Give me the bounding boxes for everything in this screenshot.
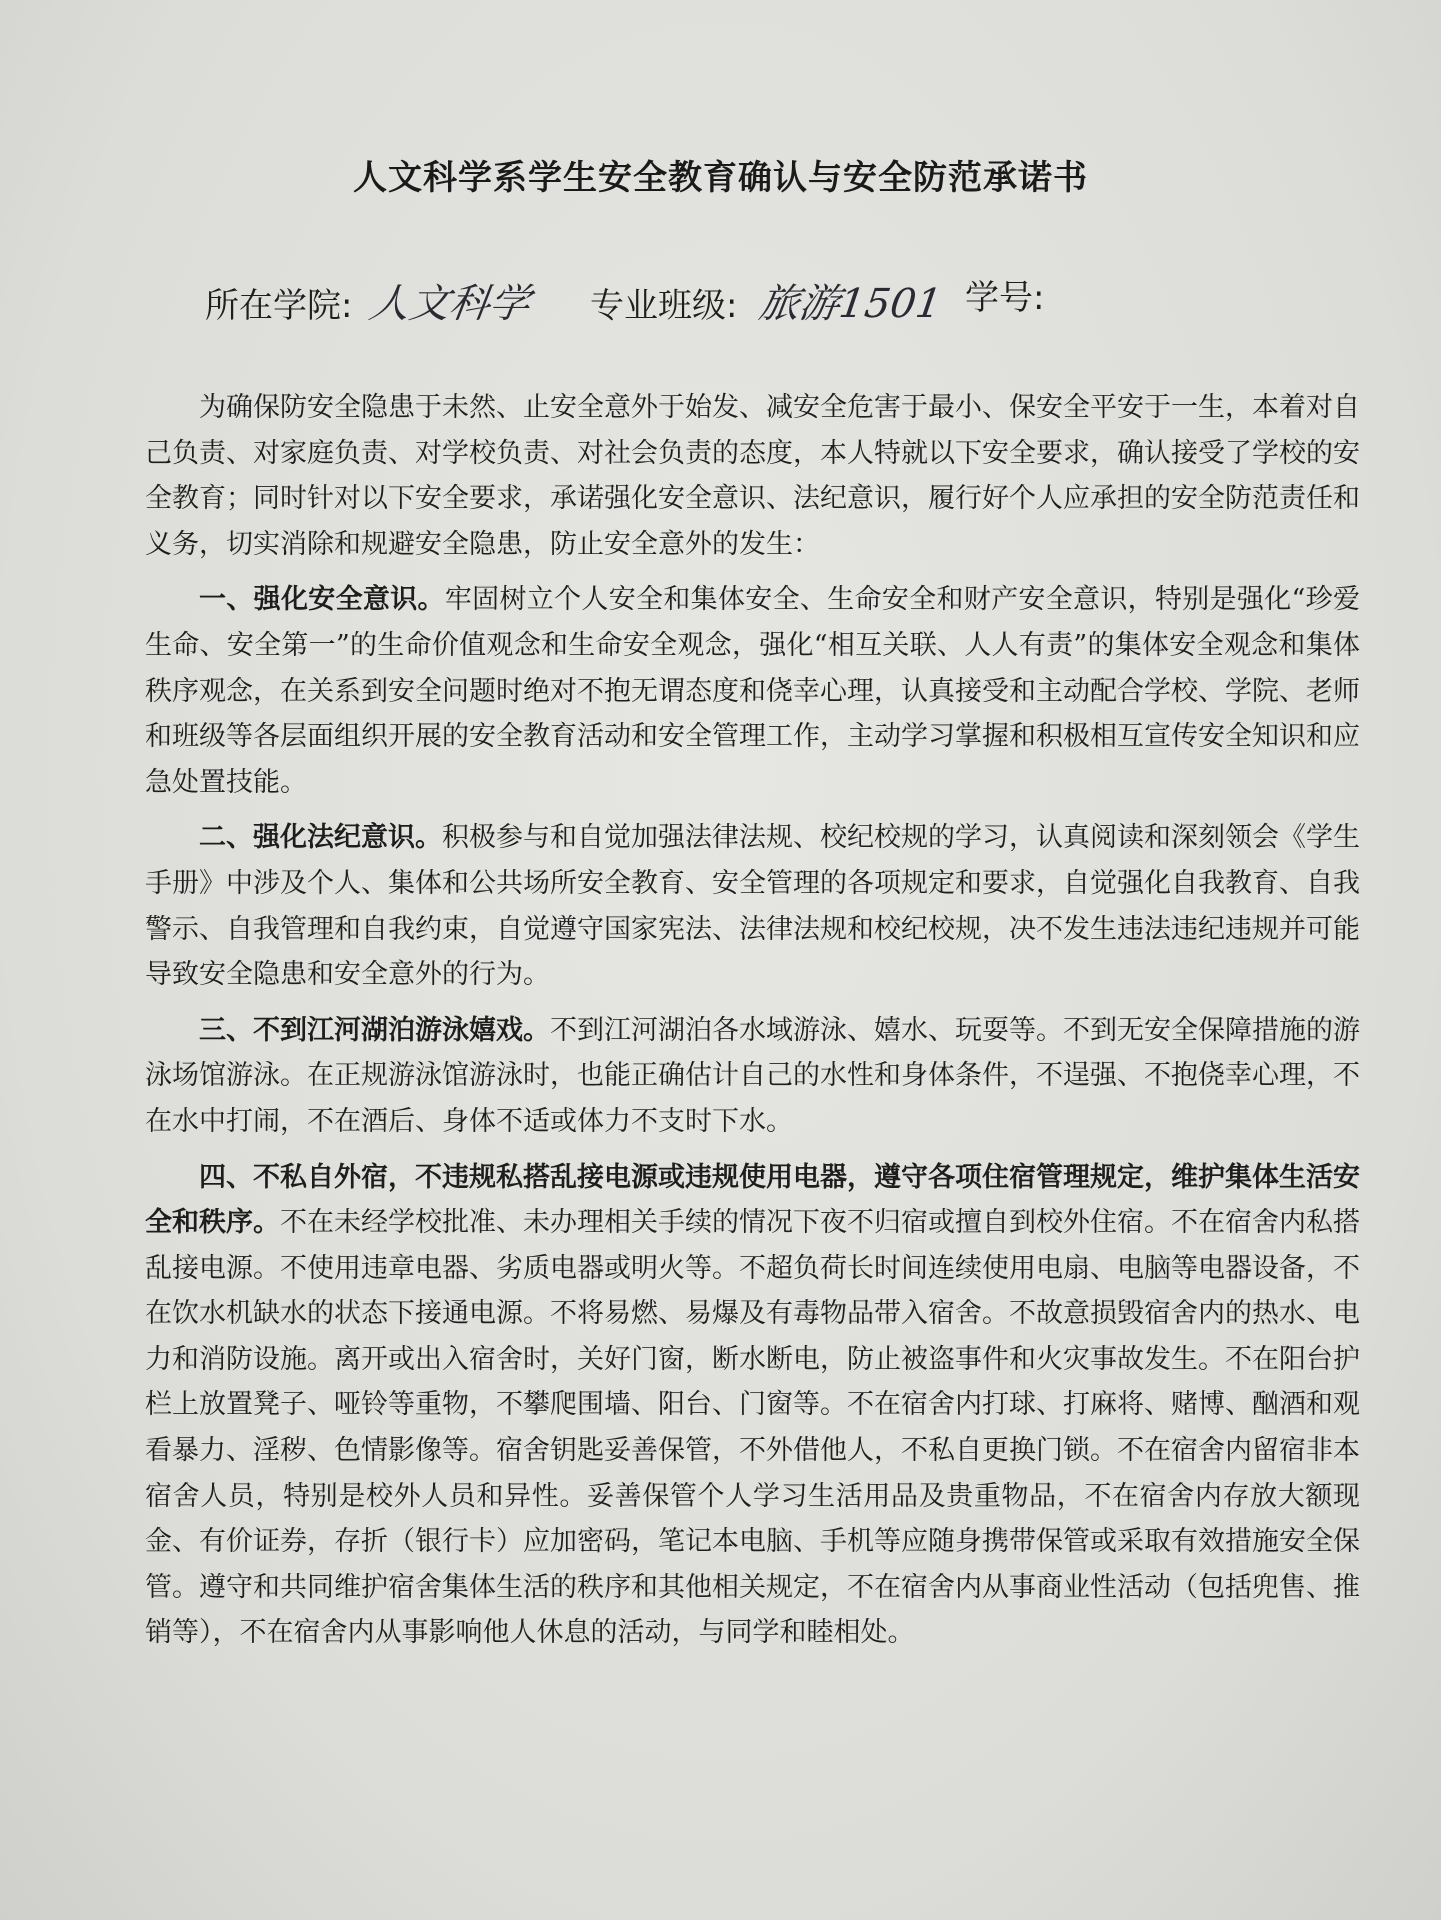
section-4-heading: 四、不私自外宿，不违规私搭乱接电源或违规使用电器，遵守各项住宿管理规定，维护集体生活安全和秩序。: [145, 1161, 1360, 1239]
class-label: 专业班级:: [590, 286, 738, 326]
intro-paragraph: 为确保防安全隐患于未然、止安全意外于始发、减安全危害于最小、保安全平安于一生，本着对自己负责、对家庭负责、对学校负责、对社会负责的态度，本人特就以下安全要求，确认接受了学校的安全教育；同时针对以下安全要求，承诺强化安全意识、法纪意识，履行好个人应承担的安全防范责任和义务，切实消除和规避安全隐患，防止安全意外的发生：: [145, 392, 1360, 560]
section-3: [145, 1008, 1360, 1145]
class-value-handwritten: 旅游1501: [756, 281, 945, 327]
student-info-row: [205, 278, 1305, 338]
document-title: 人文科学系学生安全教育确认与安全防范承诺书: [353, 158, 1088, 198]
section-1-heading: 一、强化安全意识。: [199, 584, 445, 616]
section-4: [145, 1155, 1360, 1657]
student-id-label: 学号:: [965, 278, 1045, 318]
section-3-text: 不到江河湖泊各水域游泳、嬉水、玩耍等。不到无安全保障措施的游泳场馆游泳。在正规游泳馆游泳时，也能正确估计自己的水性和身体条件，不逞强、不抱侥幸心理，不在水中打闹，不在酒后、身体不适或体力不支时下水。: [145, 1014, 1360, 1137]
college-label: 所在学院:: [205, 286, 353, 326]
section-1: [145, 577, 1360, 805]
section-2-heading: 二、强化法纪意识。: [199, 822, 442, 854]
section-3-heading: 三、不到江河湖泊游泳嬉戏。: [199, 1014, 550, 1046]
section-2-text: 积极参与和自觉加强法律法规、校纪校规的学习，认真阅读和深刻领会《学生手册》中涉及个人、集体和公共场所安全教育、安全管理的各项规定和要求，自觉强化自我教育、自我警示、自我管理和自我约束，自觉遵守国家宪法、法律法规和校纪校规，决不发生违法违纪违规并可能导致安全隐患和安全意外的行为。: [145, 822, 1360, 991]
document-body: [145, 385, 1360, 1656]
college-value-handwritten: 人文科学: [366, 281, 533, 327]
section-1-text: 牢固树立个人安全和集体安全、生命安全和财产安全意识，特别是强化“珍爱生命、安全第一”的生命价值观念和生命安全观念，强化“相互关联、人人有责”的集体安全观念和集体秩序观念，在关系到安全问题时绝对不抱无谓态度和侥幸心理，认真接受和主动配合学校、学院、老师和班级等各层面组织开展的安全教育活动和安全管理工作，主动学习掌握和积极相互宣传安全知识和应急处置技能。: [145, 584, 1360, 798]
section-2: [145, 815, 1360, 997]
section-4-text: 不在未经学校批准、未办理相关手续的情况下夜不归宿或擅自到校外住宿。不在宿舍内私搭乱接电源。不使用违章电器、劣质电器或明火等。不超负荷长时间连续使用电扇、电脑等电器设备，不在饮水机缺水的状态下接通电源。不将易燃、易爆及有毒物品带入宿舍。不故意损毁宿舍内的热水、电力和消防设施。离开或出入宿舍时，关好门窗，断水断电，防止被盗事件和火灾事故发生。不在阳台护栏上放置凳子、哑铃等重物，不攀爬围墙、阳台、门窗等。不在宿舍内打球、打麻将、赌博、酗酒和观看暴力、淫秽、色情影像等。宿舍钥匙妥善保管，不外借他人，不私自更换门锁。不在宿舍内留宿非本宿舍人员，特别是校外人员和异性。妥善保管个人学习生活用品及贵重物品，不在宿舍内存放大额现金、有价证券，存折（银行卡）应加密码，笔记本电脑、手机等应随身携带保管或采取有效措施安全保管。遵守和共同维护宿舍集体生活的秩序和其他相关规定，不在宿舍内从事商业性活动（包括兜售、推销等），不在宿舍内从事影响他人休息的活动，与同学和睦相处。: [145, 1207, 1360, 1649]
